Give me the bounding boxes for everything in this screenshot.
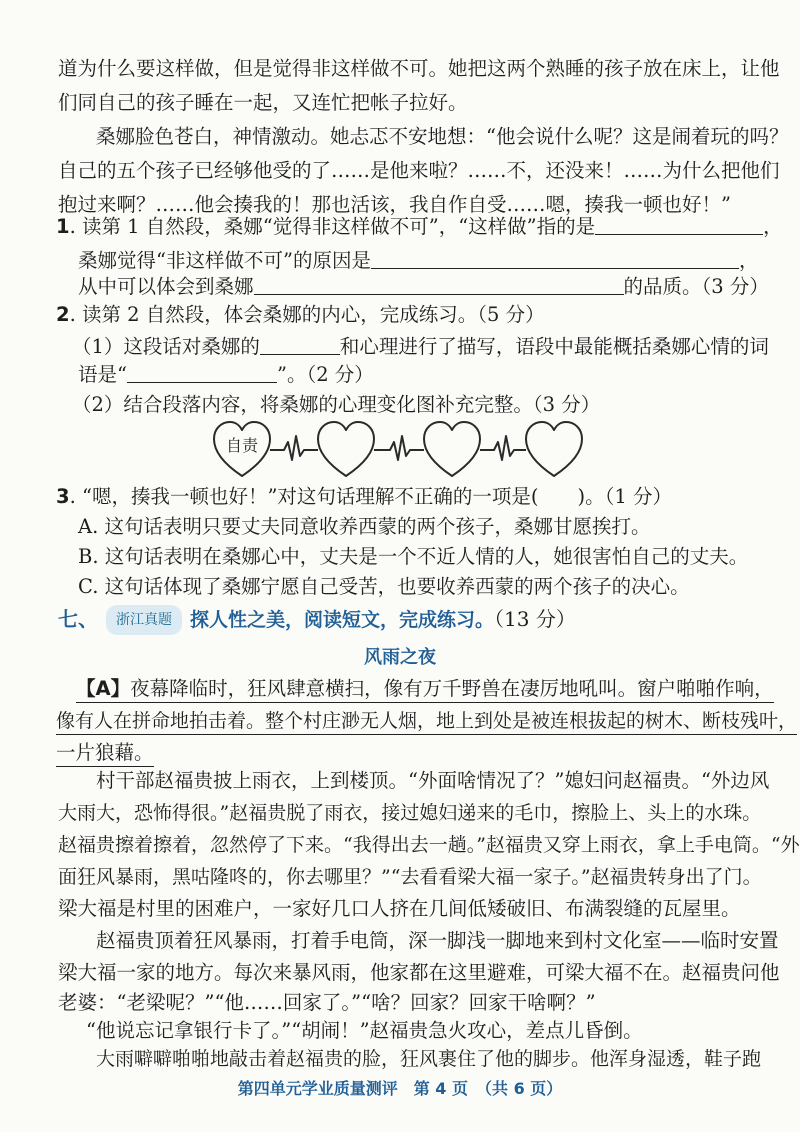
story-a-line-1 — [76, 676, 774, 702]
question-1-text-c: 从中可以体会到桑娜 — [78, 275, 254, 298]
heart-4-icon[interactable] — [526, 422, 582, 476]
question-1-punct-b: ， — [738, 249, 759, 272]
story-p2-line-3: 赵福贵擦着擦着，忽然停了下来。“我得出去一趟。”赵福贵又穿上雨衣，拿上手电筒。“外 — [58, 834, 800, 856]
heart-3-icon[interactable] — [424, 422, 480, 476]
section-7-header — [58, 605, 576, 635]
story-a-label: 【A】 — [76, 677, 131, 700]
answer-blank-1b[interactable] — [371, 246, 739, 269]
question-2-number: 2 — [56, 303, 70, 326]
question-3-option-c[interactable]: C. 这句话体现了桑娜宁愿自己受苦，也要收养西蒙的两个孩子的决心。 — [78, 575, 690, 598]
question-1-text-b: 桑娜觉得“非这样做不可”的原因是 — [78, 249, 371, 272]
question-1-punct-a: ， — [763, 215, 783, 238]
footer-page: 第 4 页 — [413, 1079, 468, 1098]
section-7-title: 探人性之美，阅读短文，完成练习。 — [190, 609, 495, 631]
page-footer — [0, 1076, 800, 1099]
section-7-badge: 浙江真题 — [106, 605, 182, 635]
heartbeat-line-1 — [270, 436, 318, 460]
question-3-text: . “嗯，揍我一顿也好！”对这句话理解不正确的一项是( )。（1 分） — [69, 485, 672, 508]
question-2-sub-1-line-2 — [78, 360, 374, 388]
section-7-score: （13 分） — [494, 607, 576, 631]
heartbeat-line-2 — [374, 436, 424, 460]
answer-blank-1c[interactable] — [254, 272, 624, 295]
story-a-line-1-text: 夜幕降临时，狂风肆意横扫，像有万千野兽在凄厉地吼叫。窗户啪啪作响， — [130, 677, 774, 700]
question-2-sub-1-text-d: ”。（2 分） — [276, 363, 374, 386]
question-2 — [56, 302, 545, 328]
story-a-line-3-text: 一片狼藉。 — [56, 741, 154, 767]
question-2-sub-2: （2）结合段落内容，将桑娜的心理变化图补充完整。（3 分） — [72, 393, 601, 416]
story-p2-line-2: 大雨大，恐怖得很。”赵福贵脱了雨衣，接过媳妇递来的毛巾，擦脸上、头上的水珠。 — [58, 802, 762, 824]
passage-line-5: 抱过来啊？……他会揍我的！那也活该，我自作自受……嗯，揍我一顿也好！” — [58, 193, 731, 216]
question-1 — [56, 212, 783, 240]
story-title: 风雨之夜 — [364, 647, 436, 668]
question-3 — [56, 484, 672, 510]
question-2-sub-1 — [72, 332, 769, 360]
answer-blank-1a[interactable] — [595, 212, 763, 235]
question-2-sub-1-text-c: 语是“ — [78, 363, 127, 386]
question-1-text-c-end: 的品质。（3 分） — [623, 275, 769, 298]
question-3-number: 3 — [56, 485, 70, 508]
question-3-option-b[interactable]: B. 这句话表明在桑娜心中，丈夫是一个不近人情的人，她很害怕自己的丈夫。 — [78, 545, 749, 568]
story-p2-line-5: 梁大福是村里的困难户，一家好几口人挤在几间低矮破旧、布满裂缝的瓦屋里。 — [58, 897, 741, 920]
section-7-number: 七、 — [58, 607, 98, 631]
heart-1-label: 自责 — [225, 436, 259, 455]
question-1-number: 1 — [56, 215, 70, 238]
question-3-option-a[interactable]: A. 这句话表明只要丈夫同意收养西蒙的两个孩子，桑娜甘愿挨打。 — [78, 515, 651, 538]
story-p2-line-1: 村干部赵福贵披上雨衣，上到楼顶。“外面啥情况了？”媳妇问赵福贵。“外边风 — [96, 769, 770, 792]
question-2-sub-1-text-b: 和心理进行了描写，语段中最能概括桑娜心情的词 — [339, 335, 769, 358]
story-p3-line-1: 赵福贵顶着狂风暴雨，打着手电筒，深一脚浅一脚地来到村文化室——临时安置 — [96, 929, 779, 952]
question-1-text: . 读第 1 自然段，桑娜“觉得非这样做不可”，“这样做”指的是 — [69, 215, 596, 238]
answer-blank-2a[interactable] — [260, 332, 340, 355]
footer-unit: 第四单元学业质量测评 — [237, 1079, 398, 1098]
passage-line-4: 自己的五个孩子已经够他受的了……是他来啦？……不，还没来！……为什么把他们 — [58, 159, 780, 182]
story-p4-line-1: “他说忘记拿银行卡了。”“胡闹！”赵福贵急火攻心，差点儿昏倒。 — [86, 1019, 643, 1042]
question-1-line-2 — [78, 246, 758, 274]
heart-2-icon[interactable] — [318, 422, 374, 476]
story-a-line-2-text: 像有人在拼命地拍击着。整个村庄渺无人烟，地上到处是被连根拔起的树木、断枝残叶， — [56, 710, 797, 735]
passage-line-1: 道为什么要这样做，但是觉得非这样做不可。她把这两个熟睡的孩子放在床上，让他 — [58, 57, 780, 80]
heart-emotion-chart — [212, 418, 592, 484]
passage-line-3: 桑娜脸色苍白，神情激动。她忐忑不安地想：“他会说什么呢？这是闹着玩的吗？ — [96, 125, 789, 148]
story-p3-line-3: 老婆：“老梁呢？”“他……回家了。”“啥？回家？回家干啥啊？” — [58, 991, 596, 1014]
question-2-text: . 读第 2 自然段，体会桑娜的内心，完成练习。（5 分） — [69, 303, 545, 326]
question-1-line-3 — [78, 272, 769, 300]
answer-blank-2b[interactable] — [127, 360, 277, 383]
heartbeat-line-3 — [480, 436, 526, 460]
story-a-line-3 — [56, 740, 154, 766]
story-a-line-2 — [56, 708, 797, 734]
story-p2-line-4: 面狂风暴雨，黑咕隆咚的，你去哪里？”“去看看梁大福一家子。”赵福贵转身出了门。 — [58, 866, 762, 888]
footer-total: （共 6 页） — [476, 1079, 563, 1098]
story-p5-line-1: 大雨噼噼啪啪地敲击着赵福贵的脸，狂风裹住了他的脚步。他浑身湿透，鞋子跑 — [96, 1048, 762, 1070]
question-2-sub-1-text-a: （1）这段话对桑娜的 — [72, 335, 260, 358]
story-p3-line-2: 梁大福一家的地方。每次来暴风雨，他家都在这里避难，可梁大福不在。赵福贵问他 — [58, 961, 780, 984]
passage-line-2: 们同自己的孩子睡在一起，又连忙把帐子拉好。 — [58, 91, 468, 114]
